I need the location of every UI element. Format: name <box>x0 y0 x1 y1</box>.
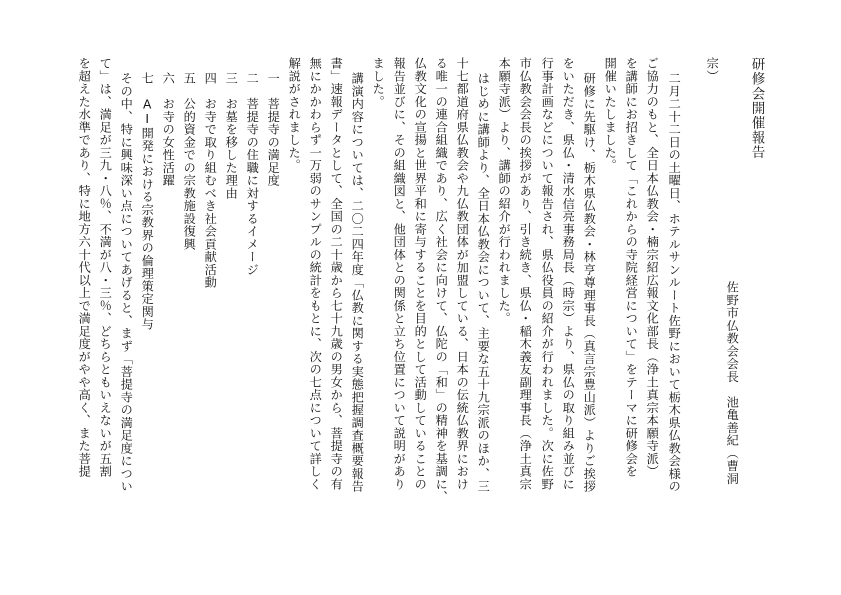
body-line: を講師にお招きして「これからの寺院経営について」をテーマに研修会を <box>624 57 639 478</box>
body-line: 本願寺派）より、講師の紹介が行われました。 <box>497 57 512 325</box>
list-item: 六 お寺の女性活躍 <box>161 72 176 187</box>
body-line: その中、特に興味深い点についてあげると、まず「菩提寺の満足度につい <box>119 72 134 493</box>
body-line: 行事計画などについて報告され、県仏役員の紹介が行われました。次に佐野 <box>540 57 555 491</box>
author-line-continued: 宗） <box>705 57 720 83</box>
body-line: 報告並びに、その組織図と、他団体との関係と立ち位置について説明があり <box>392 57 407 491</box>
author-line: 佐野市仏教会会長 池亀善紀（曹洞 <box>725 281 740 485</box>
body-line: 研修に先駆け、栃木県仏教会・林亨尊理事長（真言宗豊山派）よりご挨拶 <box>582 72 597 493</box>
body-line: る唯一の連合組織であり、広く社会に向けて、仏陀の「和」の精神を基調に、 <box>434 57 449 504</box>
list-item: 三 お墓を移した理由 <box>224 72 239 200</box>
body-line: 十七都道府県仏教会や九仏教団体が加盟している、日本の伝統仏教界におけ <box>455 57 470 491</box>
body-line: 二月二十二日の土曜日、ホテルサンルート佐野において栃木県仏教会様の <box>667 72 682 493</box>
document-title: 研修会開催報告 <box>748 57 765 160</box>
body-line: をいただき、県仏・清水信亮事務局長（時宗）より、県仏の取り組み並びに <box>561 57 576 491</box>
list-item: 一 菩提寺の満足度 <box>266 72 281 187</box>
body-line: 解説がされました。 <box>287 57 302 172</box>
list-item: 七 AI開発における宗教界の倫理策定関与 <box>140 72 155 331</box>
body-line: 無にかかわらず一万弱のサンプルの統計をもとに、次の七点について詳しく <box>308 57 323 491</box>
list-item: 二 菩提寺の住職に対するイメージ <box>245 72 260 276</box>
body-line: ました。 <box>371 57 386 108</box>
body-line: 仏教文化の宣揚と世界平和に寄与することを目的として活動していることの <box>413 57 428 491</box>
body-line: はじめに講師より、全日本仏教会について、主要な五十九宗派のほか、三 <box>476 72 491 493</box>
body-line: て」は、満足が三九・八％、不満が八・三％、どちらともいえないが五割 <box>98 57 113 478</box>
body-line: 開催いたしました。 <box>603 57 618 172</box>
body-line: 市仏教会会長の挨拶があり、引き続き、県仏・稲木義友副理事長（浄土真宗 <box>518 57 533 491</box>
list-item: 五 公的資金での宗教施設復興 <box>182 72 197 251</box>
body-line: 書」速報データとして、全国の二十歳から七十九歳の男女から、菩提寺の有 <box>329 57 344 491</box>
body-line: 講演内容については、二〇二四年度「仏教に関する実態把握調査概要報告 <box>350 72 365 493</box>
body-line: を超えた水準であり、特に地方六十代以上で満足度がやや高く、また菩提 <box>77 57 92 478</box>
body-line: ご協力のもと、全日本仏教会・楠宗紹広報文化部長（浄土真宗本願寺派） <box>645 57 660 478</box>
list-item: 四 お寺で取り組むべき社会貢献活動 <box>203 72 218 289</box>
